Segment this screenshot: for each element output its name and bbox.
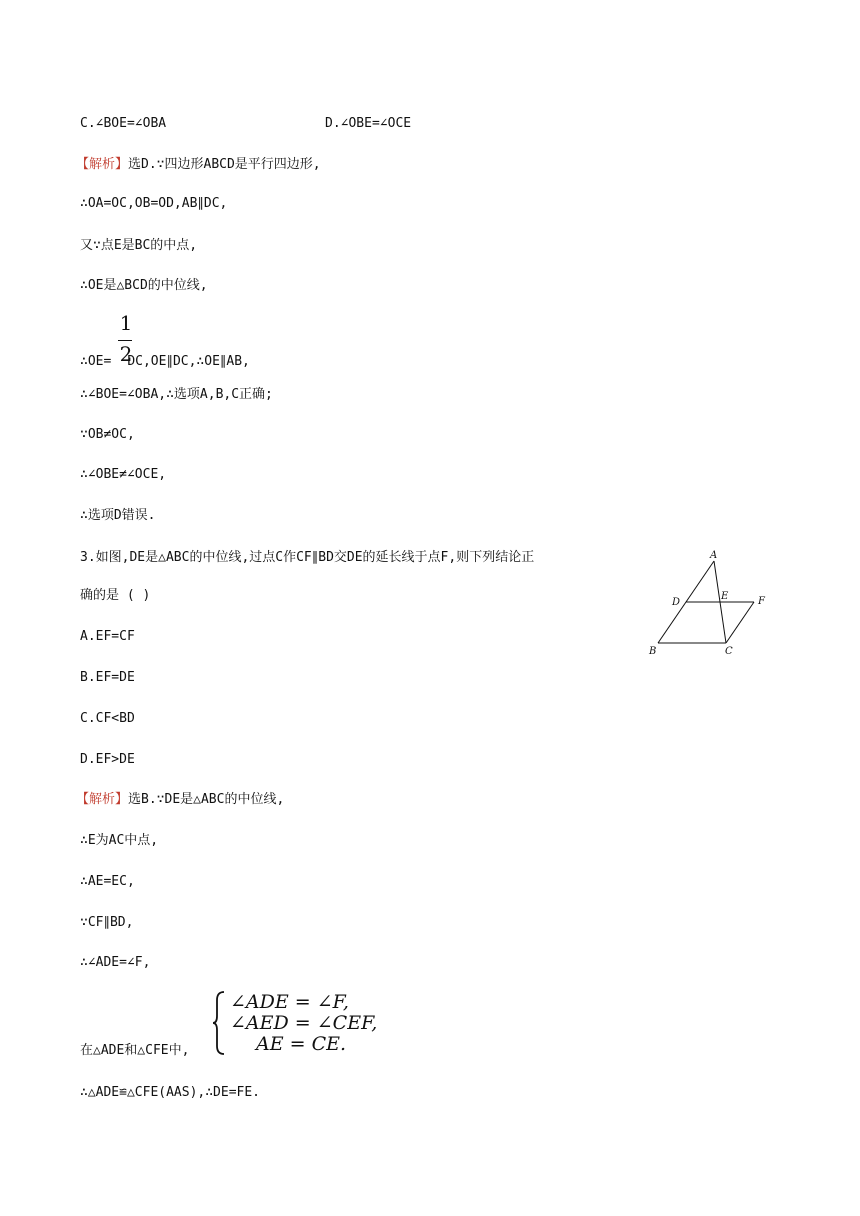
triangle-figure (640, 544, 790, 660)
label-c: C (725, 646, 733, 657)
solution-line-5: ∴∠ADE=∠F, (80, 955, 151, 970)
question-3-line-1: 3.如图,DE是△ABC的中位线,过点C作CF∥BD交DE的延长线于点F,则下列结论正 (80, 550, 535, 565)
solution-line-3: ∴AE=EC, (80, 874, 135, 889)
equation-3: AE = CE. (256, 1033, 347, 1055)
option-d-prev: D.∠OBE=∠OCE (325, 116, 412, 131)
analysis-text-1: 选D.∵四边形ABCD是平行四边形, (128, 157, 321, 172)
analysis-line-7: ∵OB≠OC, (80, 427, 135, 442)
equation-system (212, 990, 412, 1058)
equation-1: ∠ADE = ∠F, (230, 991, 349, 1013)
option-b: B.EF=DE (80, 670, 135, 685)
analysis-line-9: ∴选项D错误. (80, 508, 156, 523)
analysis-line-3: 又∵点E是BC的中点, (80, 238, 198, 253)
solution-line-1 (76, 791, 284, 809)
analysis-line-5 (80, 353, 250, 371)
left-brace (212, 990, 226, 1056)
solution-line-7: ∴△ADE≌△CFE(AAS),∴DE=FE. (80, 1085, 261, 1100)
solution-text-1: 选B.∵DE是△ABC的中位线, (128, 792, 285, 807)
analysis-text-5a: ∴OE= (80, 354, 112, 369)
analysis-line-2: ∴OA=OC,OB=OD,AB∥DC, (80, 196, 228, 211)
fraction-bar (118, 340, 132, 341)
solution-line-4: ∵CF∥BD, (80, 915, 134, 930)
option-c-prev: C.∠BOE=∠OBA (80, 116, 167, 131)
label-d: D (672, 597, 681, 608)
analysis-line-6: ∴∠BOE=∠OBA,∴选项A,B,C正确; (80, 387, 273, 402)
label-e: E (721, 591, 729, 602)
label-f: F (758, 596, 765, 607)
solution-line-6: 在△ADE和△CFE中, (80, 1043, 190, 1058)
analysis-line-8: ∴∠OBE≠∠OCE, (80, 467, 167, 482)
question-3-line-2: 确的是 ( ) (80, 588, 151, 603)
equation-2: ∠AED = ∠CEF, (230, 1012, 378, 1034)
option-a: A.EF=CF (80, 629, 135, 644)
label-b: B (649, 646, 657, 657)
solution-line-2: ∴E为AC中点, (80, 833, 159, 848)
analysis-tag: 【解析】 (76, 157, 129, 172)
fraction-denominator: 2 (119, 342, 133, 366)
segment-cf (726, 602, 754, 643)
solution-tag: 【解析】 (76, 792, 129, 807)
label-a: A (710, 550, 718, 561)
option-c: C.CF<BD (80, 711, 135, 726)
option-d: D.EF>DE (80, 752, 135, 767)
analysis-line-1 (76, 156, 321, 174)
fraction-numerator: 1 (119, 311, 133, 335)
analysis-line-4: ∴OE是△BCD的中位线, (80, 278, 208, 293)
analysis-text-5b: DC,OE∥DC,∴OE∥AB, (127, 354, 250, 369)
